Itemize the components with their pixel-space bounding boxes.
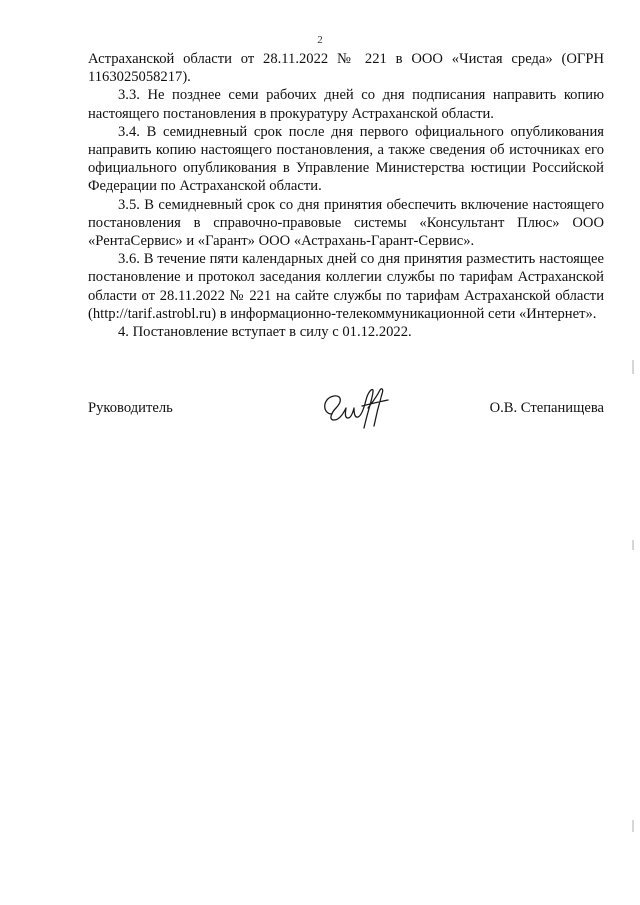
scan-artifact bbox=[632, 820, 634, 832]
handwritten-signature-icon bbox=[318, 384, 398, 434]
document-body bbox=[88, 50, 604, 341]
scan-artifact bbox=[632, 540, 634, 550]
paragraph-item-3-5: 3.5. В семидневный срок со дня принятия обеспечить включение настоящего постановления в справочно-правовые системы «Консультант Плюс» ООО «РентаСервис» и «Гарант» ООО «Астрахань-Гарант-Сервис». bbox=[88, 196, 604, 250]
scan-artifact bbox=[632, 360, 634, 374]
paragraph-item-3-6: 3.6. В течение пяти календарных дней со дня принятия разместить настоящее постановление и протокол заседания коллегии службы по тарифам Астраханской области от 28.11.2022 № 221 на сайте службы по тарифам Астраханской области (http://tarif.astrobl.ru) в информационно-телекоммуникационной сети «Интернет». bbox=[88, 251, 604, 322]
signature-block bbox=[88, 392, 604, 442]
paragraph-continuation: Астраханской области от 28.11.2022 № 221 в ООО «Чистая среда» (ОГРН 1163025058217). bbox=[88, 51, 604, 86]
paragraph-item-3-4: 3.4. В семидневный срок после дня первого официального опубликования направить копию настоящего постановления, а также сведения об источниках его официального опубликования в Управление Министерства юстиции Российской Федерации по Астраханской области. bbox=[88, 123, 604, 195]
paragraph-item-4: 4. Постановление вступает в силу с 01.12.2022. bbox=[118, 324, 412, 341]
paragraph-item-3-3: 3.3. Не позднее семи рабочих дней со дня подписания направить копию настоящего постановления в прокуратуру Астраханской области. bbox=[88, 87, 604, 122]
signatory-name: О.В. Степанищева bbox=[489, 400, 604, 416]
signatory-title: Руководитель bbox=[88, 400, 173, 416]
page-number: 2 bbox=[317, 34, 323, 46]
